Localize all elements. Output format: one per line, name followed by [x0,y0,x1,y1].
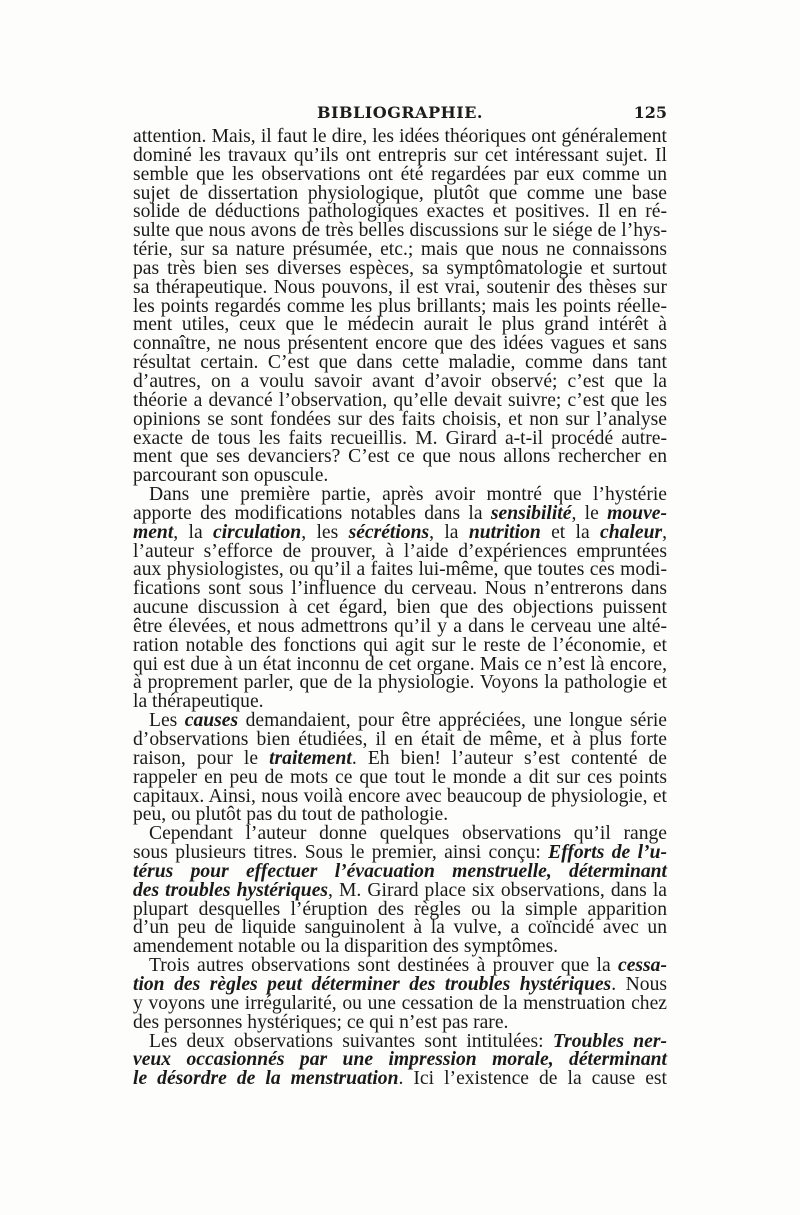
text-segment: parcourant son opuscule. [133,465,329,487]
text-segment: , la [173,521,214,543]
italic-segment: circulation [213,521,302,543]
italic-segment: Troubles ner- [552,1030,668,1052]
text-segment: peu, ou plutôt pas du tout de pathologie. [133,804,449,826]
text-segment: opinions se sont fondées sur des faits choisis, et non sur l’analyse [133,408,667,430]
italic-segment: tion des règles peut déterminer des troubles hystériques [133,973,612,995]
text-segment: et la [540,521,601,543]
text-segment: l’auteur s’efforce de prouver, à l’aide d’expériences empruntées [133,540,667,562]
text-segment: rappeler en peu de mots ce que tout le monde a dit sur ces points [133,766,667,788]
page-number: 125 [633,103,667,122]
text-segment: capitaux. Ainsi, nous voilà encore avec beaucoup de physiologie, et [133,785,667,807]
running-title: BIBLIOGRAPHIE. [317,103,483,122]
text-segment: semble que les observations ont été regardées par eux comme un [133,163,667,185]
text-segment: aucune discussion à cet égard, bien que des objections puissent [133,597,667,619]
text-segment: à proprement parler, que de la physiologie. Voyons la pathologie et [133,672,667,694]
text-segment: plupart desquelles l’éruption des règles ou la simple apparition [133,898,667,920]
text-segment: résultat certain. C’est que dans cette maladie, comme dans tant [133,352,667,374]
italic-segment: sécrétions [348,521,430,543]
italic-segment: mouve- [607,502,667,524]
text-segment: la thérapeutique. [133,691,264,713]
text-segment: sa thérapeutique. Nous pouvons, il est vrai, soutenir des thèses sur [133,276,667,298]
text-segment: théorie a devancé l’observation, qu’elle devait suivre; c’est que les [133,389,667,411]
text-segment: , le [571,502,608,524]
text-segment: , [662,521,668,543]
text-segment: dominé les travaux qu’ils ont entrepris sur cet intéressant sujet. Il [133,144,667,166]
text-segment: y voyons une irrégularité, ou une cessation de la menstruation chez [133,992,667,1014]
text-segment: fications sont sous l’influence du cerveau. Nous n’entrerons dans [133,578,667,600]
text-segment: ment que ses devanciers? C’est ce que nous allons rechercher en [133,446,667,468]
text-segment: qui est due à un état inconnu de cet organe. Mais ce n’est là encore, [133,653,667,675]
text-segment: d’observations bien étudiées, il en était de même, et à plus forte [133,729,667,750]
text-segment: ration notable des fonctions qui agit sur le reste de l’économie, et [133,634,667,656]
italic-segment: cessa- [618,955,667,977]
text-segment: Cependant l’auteur donne quelques observations qu’il range [149,823,667,845]
text-segment: sujet de dissertation physiologique, plutôt que comme une base [133,182,667,204]
italic-segment: le désordre de la menstruation [133,1068,399,1090]
text-segment: exacte de tous les faits recueillis. M. Girard a-t-il procédé autre- [133,427,667,449]
text-segment: Trois autres observations sont destinées à prouver que la [149,955,619,977]
text-segment: apporte des modifications notables dans la [133,502,491,524]
text-segment: , les [301,521,349,543]
text-segment: les points regardés comme les plus brillants; mais les points réelle- [133,295,667,317]
text-segment: . Eh bien! l’auteur s’est contenté de [351,747,667,769]
italic-segment: Efforts de l’u- [548,842,667,864]
text-segment: , M. Girard place six observations, dans la [328,879,667,901]
text-segment: d’un peu de liquide sanguinolent à la vulve, a coïncidé avec un [133,917,667,939]
italic-segment: nutrition [468,521,541,543]
text-segment: térie, sur sa nature présumée, etc.; mais que nous ne connaissons [133,239,667,261]
text-line [133,1070,667,1089]
text-segment: raison, pour le [133,747,270,769]
text-segment: Dans une première partie, après avoir montré que l’hystérie [149,484,667,506]
text-segment: Les [149,710,185,732]
text-segment: pas très bien ses diverses espèces, sa symptômatologie et surtout [133,257,667,279]
text-segment: sulte que nous avons de très belles discussions sur le siége de l’hys- [133,220,667,242]
italic-segment: chaleur [600,521,663,543]
text-segment: , la [429,521,469,543]
text-segment: sous plusieurs titres. Sous le premier, ainsi conçu: [133,842,549,864]
italic-segment: sensibilité [490,502,572,524]
page-header [133,103,667,125]
italic-segment: veux occasionnés par une impression morale, déterminant [133,1049,667,1071]
text-segment: amendement notable ou la disparition des symptômes. [133,936,558,958]
italic-segment: ment [133,521,174,543]
text-segment: attention. Mais, il faut le dire, les idées théoriques ont généralement [133,126,667,147]
italic-segment: causes [184,710,239,732]
text-segment: . Ici l’existence de la cause est [398,1068,667,1090]
text-segment: connaître, ne nous présentent encore que des idées vagues et sans [133,333,667,355]
italic-segment: térus pour effectuer l’évacuation menstruelle, déterminant [133,860,667,882]
text-segment: . Nous [611,973,667,995]
text-segment: être élevées, et nous admettrons qu’il y a dans le cerveau une alté- [133,615,667,637]
italic-segment: traitement [269,747,352,769]
text-segment: Les deux observations suivantes sont intitulées: [149,1030,553,1052]
text-segment: aux physiologistes, ou qu’il a faites lui-même, que toutes ces modi- [133,559,667,581]
text-segment: ment utiles, ceux que le médecin aurait le plus grand intérêt à [133,314,667,336]
text-segment: d’autres, on a voulu savoir avant d’avoir observé; c’est que la [133,370,667,392]
text-segment: des personnes hystériques; ce qui n’est pas rare. [133,1011,509,1033]
text-segment: solide de déductions pathologiques exactes et positives. Il en ré- [133,201,667,223]
text-segment: demandaient, pour être appréciées, une longue série [238,710,667,732]
italic-segment: des troubles hystériques [133,879,329,901]
body-text [133,128,667,1089]
